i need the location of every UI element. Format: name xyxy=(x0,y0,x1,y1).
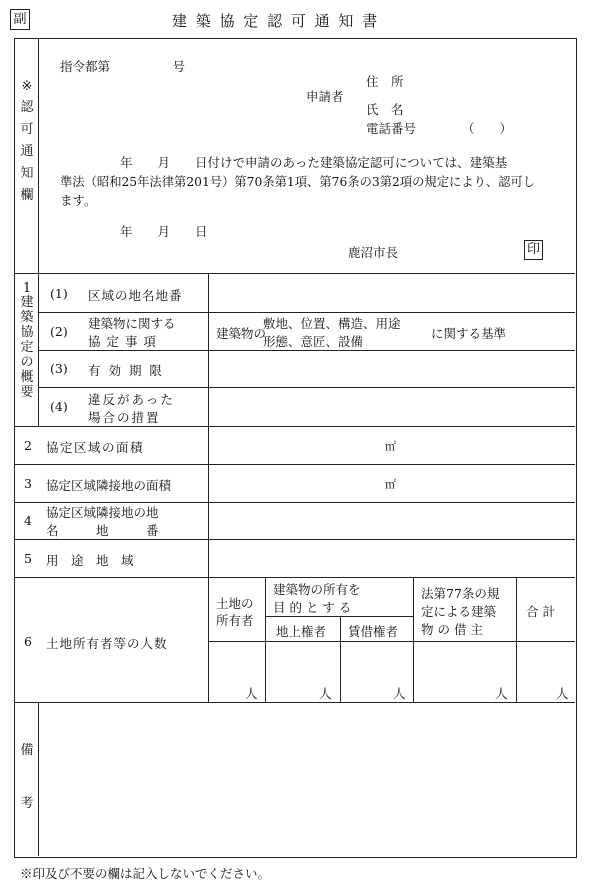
notice-body-1: 年 月 日付けで申請のあった建築協定認可については、建築基 xyxy=(120,155,508,170)
notice-body-3: ます。 xyxy=(60,193,97,208)
overview-no-1: (1) xyxy=(50,286,68,301)
article77-header-2: 定による建築 xyxy=(421,604,497,619)
remarks-label: 備 考 xyxy=(20,743,34,811)
article77-header-3: 物 の 借 主 xyxy=(421,622,483,637)
overview-label-4a: 違反があった xyxy=(88,392,175,407)
address-label: 住 所 xyxy=(366,74,404,89)
unit-article77: 人 xyxy=(495,686,508,701)
footnote: ※印及び不要の欄は記入しないでください。 xyxy=(20,866,271,881)
row-2-no: 2 xyxy=(24,438,32,453)
overview-label-2b: 協 定 事 項 xyxy=(88,334,157,349)
row-2-unit: ㎡ xyxy=(385,440,396,453)
row-5-label: 用 途 地 域 xyxy=(46,553,134,568)
overview-label-3: 有 効 期 限 xyxy=(88,363,164,378)
directive-number: 指令都第 号 xyxy=(60,59,186,74)
row-4-label-2: 名 地 番 xyxy=(46,523,159,538)
total-header: 合 計 xyxy=(526,604,555,619)
overview-label-4b: 場合の措置 xyxy=(88,410,161,425)
overview-side-label: 1 建 築 協 定 の 概 要 xyxy=(20,281,34,400)
phone-parens: （ ） xyxy=(462,121,513,136)
unit-land-owner: 人 xyxy=(245,686,258,701)
row-3-label: 協定区域隣接地の面積 xyxy=(46,478,172,493)
row-2-label: 協定区域の面積 xyxy=(46,440,145,455)
applicant-label: 申請者 xyxy=(306,89,344,104)
land-owner-header-1: 土地の xyxy=(216,596,254,611)
row-3-no: 3 xyxy=(24,476,32,491)
overview-no-4: (4) xyxy=(50,399,68,414)
row-5-no: 5 xyxy=(24,551,32,566)
name-label: 氏 名 xyxy=(366,102,404,117)
land-owner-header-2: 所有者 xyxy=(216,613,254,628)
unit-total: 人 xyxy=(556,686,569,701)
notice-body-2: 準法（昭和25年法律第201号）第70条第1項、第76条の3第2項の規定により、認可し xyxy=(60,175,536,189)
lease-right-header: 賃借権者 xyxy=(348,624,399,639)
copy-mark: 副 xyxy=(10,9,30,30)
standard-items-2: 形態、意匠、設備 xyxy=(263,334,364,349)
overview-label-2a: 建築物に関する xyxy=(88,316,176,331)
standard-prefix: 建築物の xyxy=(216,326,267,341)
notice-date: 年 月 日 xyxy=(120,224,208,239)
document-title: 建 築 協 定 認 可 通 知 書 xyxy=(172,12,380,30)
unit-surface: 人 xyxy=(319,686,332,701)
row-4-no: 4 xyxy=(24,513,32,528)
surface-right-header: 地上権者 xyxy=(276,624,327,639)
standard-suffix: に関する基準 xyxy=(431,326,507,341)
overview-no-2: (2) xyxy=(50,324,68,339)
building-purpose-header-2: 目 的 と す る xyxy=(273,600,352,615)
overview-no-3: (3) xyxy=(50,361,68,376)
phone-label: 電話番号 xyxy=(366,121,417,136)
row-3-unit: ㎡ xyxy=(385,478,396,491)
article77-header-1: 法第77条の規 xyxy=(421,586,500,601)
overview-label-1: 区域の地名地番 xyxy=(88,288,183,303)
unit-lease: 人 xyxy=(393,686,406,701)
row-4-label-1: 協定区域隣接地の地 xyxy=(46,505,159,520)
notice-side-label: ※ 認 可 通 知 欄 xyxy=(20,79,34,203)
row-6-no: 6 xyxy=(24,634,32,649)
row-6-label: 土地所有者等の人数 xyxy=(46,636,168,651)
seal-mark: 印 xyxy=(524,240,543,260)
mayor-name: 鹿沼市長 xyxy=(348,245,399,260)
building-purpose-header-1: 建築物の所有を xyxy=(273,582,361,597)
standard-items-1: 敷地、位置、構造、用途 xyxy=(263,316,401,331)
